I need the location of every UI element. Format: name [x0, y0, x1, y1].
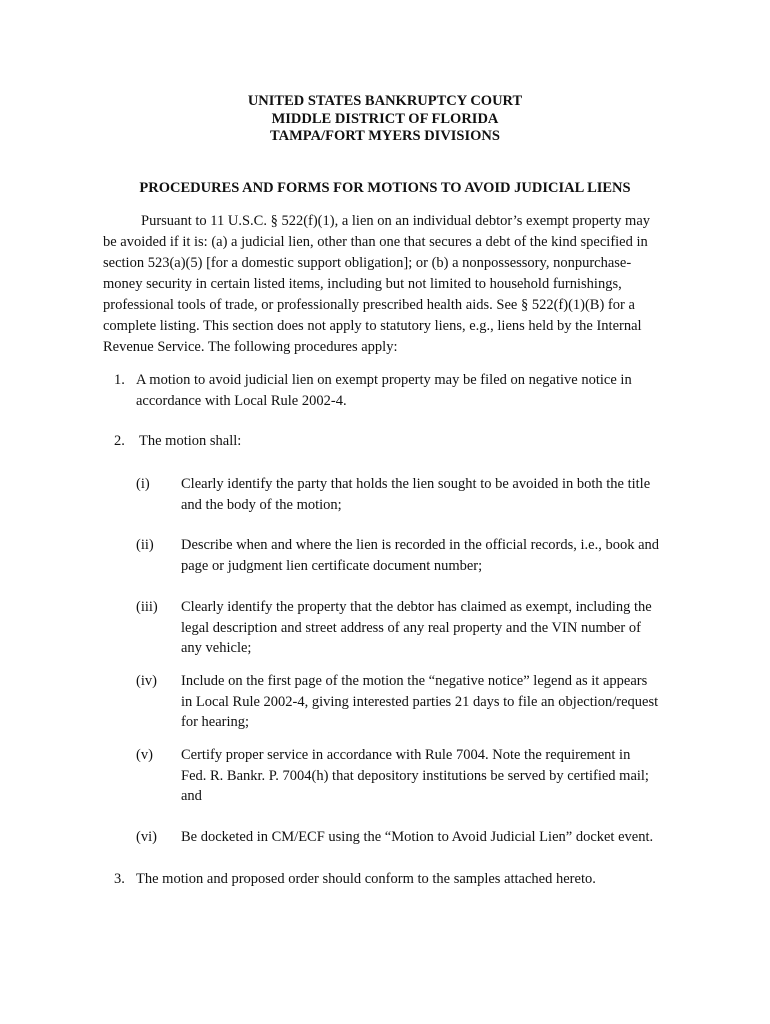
intro-line: professional tools of trade, or professionally prescribed health aids. See § 522(f)(1)(B) for a	[103, 297, 635, 313]
item-text	[139, 431, 241, 452]
item-text	[136, 869, 596, 890]
sub-item-line: in Local Rule 2002-4, giving interested parties 21 days to file an objection/request	[181, 693, 659, 710]
sub-item-line: Describe when and where the lien is recorded in the official records, i.e., book and	[181, 537, 660, 553]
intro-line: complete listing. This section does not apply to statutory liens, e.g., liens held by the Internal	[103, 318, 642, 334]
sub-item-line: Clearly identify the property that the debtor has claimed as exempt, including the	[181, 599, 652, 615]
sub-item-line: Be docketed in CM/ECF using the “Motion to Avoid Judicial Lien” docket event.	[181, 829, 654, 845]
sub-item-text	[181, 671, 658, 733]
sub-item-line: Include on the first page of the motion the “negative notice” legend as it appears	[181, 673, 648, 689]
sub-item-number: (v)	[136, 747, 153, 763]
document-title: PROCEDURES AND FORMS FOR MOTIONS TO AVOID JUDICIAL LIENS	[139, 180, 631, 196]
intro-line: money security in certain listed items, including but not limited to household furnishings,	[103, 276, 622, 292]
sub-item-number: (vi)	[136, 829, 157, 845]
sub-item-line: and	[181, 788, 202, 804]
sub-item-line: for hearing;	[181, 714, 250, 730]
sub-item-number: (i)	[136, 476, 150, 492]
intro-line: section 523(a)(5) [for a domestic support obligation]; or (b) a nonpossessory, nonpurchase-	[103, 255, 632, 271]
item-line: accordance with Local Rule 2002-4.	[136, 393, 347, 409]
sub-item-line: page or judgment lien certificate document number;	[181, 557, 483, 574]
sub-item-line: Clearly identify the party that holds the lien sought to be avoided in both the title	[181, 476, 651, 492]
sub-item-line: Certify proper service in accordance with Rule 7004. Note the requirement in	[181, 747, 631, 763]
item-number: 2.	[114, 433, 125, 449]
intro-line: Pursuant to 11 U.S.C. § 522(f)(1), a lien on an individual debtor’s exempt property may	[141, 213, 651, 229]
sub-item-line: legal description and street address of any real property and the VIN number of	[181, 619, 641, 636]
sub-item-line: and the body of the motion;	[181, 496, 342, 513]
court-name: UNITED STATES BANKRUPTCY COURT	[247, 93, 523, 109]
district-name: MIDDLE DISTRICT OF FLORIDA	[271, 110, 499, 127]
sub-item-text	[181, 474, 650, 515]
sub-item-line: Fed. R. Bankr. P. 7004(h) that depository institutions be served by certified mail;	[181, 767, 649, 784]
sub-item-text	[181, 745, 649, 807]
sub-item-text	[181, 535, 659, 576]
sub-item-text	[181, 597, 652, 659]
court-header	[0, 93, 770, 146]
intro-line: Revenue Service. The following procedures apply:	[103, 339, 398, 355]
item-number: 3.	[114, 871, 125, 887]
sub-item-text	[181, 827, 653, 848]
item-line: The motion and proposed order should conform to the samples attached hereto.	[136, 871, 596, 887]
sub-item-number: (ii)	[136, 537, 154, 553]
item-line: The motion shall:	[139, 433, 242, 449]
sub-item-line: any vehicle;	[181, 640, 252, 656]
sub-item-number: (iv)	[136, 673, 157, 689]
item-line: A motion to avoid judicial lien on exempt property may be filed on negative notice in	[136, 372, 632, 388]
item-number: 1.	[114, 372, 125, 388]
intro-line: be avoided if it is: (a) a judicial lien, other than one that secures a debt of the kind specified in	[103, 234, 648, 250]
sub-item-number: (iii)	[136, 599, 158, 615]
division-name: TAMPA/FORT MYERS DIVISIONS	[270, 128, 500, 144]
item-text	[136, 370, 632, 412]
intro-paragraph	[103, 211, 770, 358]
